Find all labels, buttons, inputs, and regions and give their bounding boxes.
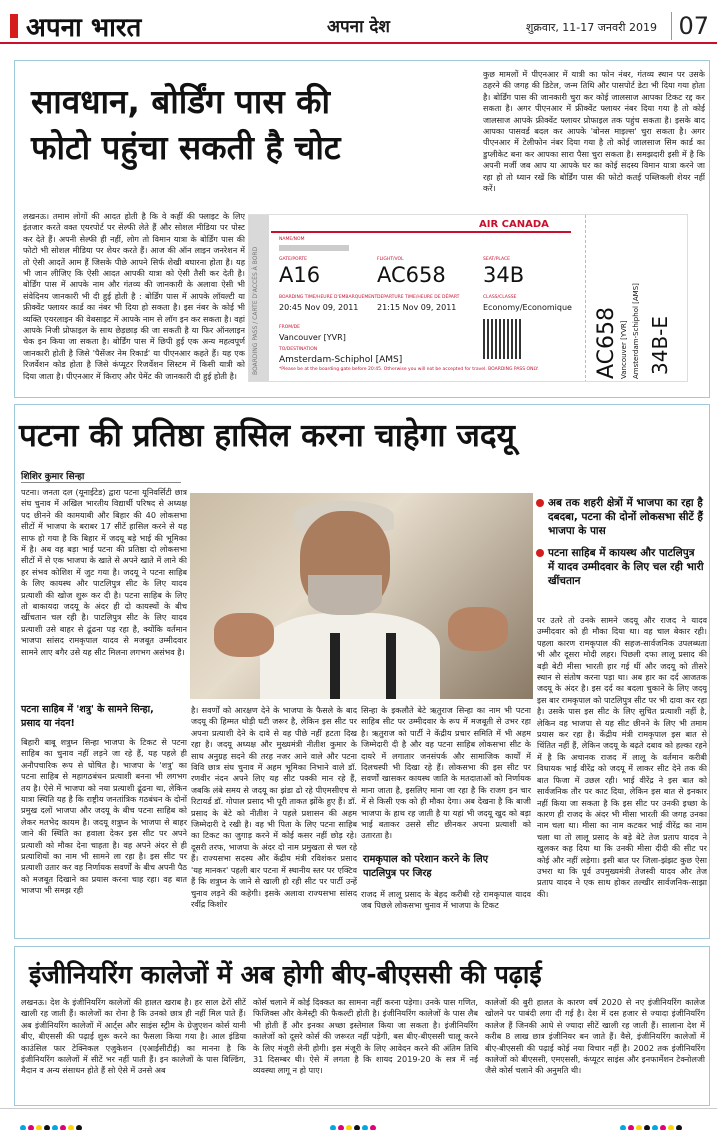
boarding-pass-footnote: *Please be at the boarding gate before 20:45. Otherwise you will not be accepted for travel. BOARDING PASS ONLY. [279, 367, 539, 372]
class-label: CLASS/CLASSE [483, 295, 517, 300]
story3-column2: कोर्स चलाने में कोई दिक्कत का सामना नहीं करना पड़ेगा। उनके पास गणित, फिजिक्स और केमेस्ट्री की फैकल्टी होती है। इंजीनियरिंग कालेजों के पास लैब भी होती हैं और इनका अच्छा इस्तेमाल किया जा सकता है। इंजीनियरिंग कालेजों को दूसरे कोर्स की जरूरत नहीं पड़ेगी, बस बीए-बीएससी चालू करने के लिए मंजूरी लेनी होगी। इस मंजूरी के लिए आवेदन करने की अंतिम तिथि 31 दिसम्बर थी। ऐसे में लगता है कि शायद 2019-20 के सत्र में नई व्यवस्था लागू न हो पाए। [253, 997, 478, 1076]
photo-left-hand [214, 613, 274, 657]
story2-subhead2-line2: पाटलिपुत्र पर जिरह [363, 868, 432, 879]
highlight-bullet-2 [548, 546, 704, 588]
stub-to: Amsterdam-Schiphol [AMS] [632, 283, 640, 379]
politician-photo [190, 493, 533, 699]
departure-time-value: 21:15 Nov 09, 2011 [377, 303, 457, 312]
story2-column4: पर उतरे तो उनके सामने जदयू और राजद ने यादव उम्मीदवार को ही मौका दिया था। वह चाल बेकार रही। पहला कारण रामकृपाल की सहज-सार्वजनिक उपलब्धता भी और दूसरा मोदी लहर। पिछली दफा लालू प्रसाद की बड़ी बेटी मीसा भारती हार गई थीं और जदयू को तीसरे स्थान से संतोष करना पड़ा था। अब हार का दर्द आजतक जदयू के अंदर है। इस दर्द का बदला चुकाने के लिए जदयू इस बार रामकृपाल को पाटलिपुत्र सीट पर भी दावा कर रहा है। उसके पास इस सीट के लिए सुचित प्रत्याशी नहीं है, लेकिन वह भाजपा से यह सीट छीनने के लिए भी तमाम प्रयास कर रहा है। केंद्रीय मंत्री रामकृपाल इस बात से चिंतित नहीं हैं, लेकिन जदयू के बढ़ते दबाव को हल्का रहने में है कि अचानक राजद में लालू के वर्तमान करीबी विधायक भाई वीरेंद्र को जदयू में लाकर सीट देने तक की बात फिजा में उछल रही। भाई वीरेंद्र ने इस बात को सार्वजनिक तौर पर काट दिया, लेकिन इस बात से इनकार नहीं किया जा सकता है कि इस सीट पर उनकी इच्छा के कारण ही राजद के अंदर भी मीसा भारती की जगह उनका नाम चला था। मीसा का नाम कटकर भाई वीरेंद्र का नाम चला था तो लालू प्रसाद के बड़े बेटे तेज प्रताप यादव ने खुलकर कह दिया था कि उनकी मीसा दीदी की सीट पर कोई और नहीं लड़ेगा। इसी बात पर जिला-झंझट कुछ ऐसा उभरा था कि पूर्व उपमुख्यमंत्री तेजस्वी यादव और तेज प्रताप यादव ने एक साथ होकर तल्खीर सार्वजनिक-साझा की। [537, 615, 707, 899]
red-bullet-icon [536, 499, 544, 507]
photo-shirt [260, 613, 440, 699]
masthead [0, 0, 717, 44]
story1-headline [31, 79, 471, 171]
seat-label: SEAT/PLACE [483, 257, 511, 262]
color-registration-dots-left [20, 1116, 84, 1122]
boarding-time-value: 20:45 Nov 09, 2011 [279, 303, 359, 312]
barcode-icon [483, 319, 523, 359]
gate-value: A16 [279, 263, 321, 287]
airline-logo: AIR CANADA [479, 219, 549, 230]
stub-from: Vancouver [YVR] [620, 320, 628, 379]
newspaper-brand: अपना भारत [26, 13, 142, 43]
story2-subhead2-line1: रामकृपाल को परेशान करने के लिए [363, 854, 489, 865]
stub-seat: 34B-E [648, 315, 672, 375]
story2-column3-cont: राजद में लालू प्रसाद के बेहद करीबी रहे रामकृपाल यादव जब पिछले लोकसभा चुनाव में भाजपा के टिकट [361, 889, 531, 911]
boarding-pass-red-line [271, 231, 571, 233]
redacted-name [279, 245, 349, 251]
gate-label: GATE/PORTE [279, 257, 307, 262]
boarding-pass-edge [249, 215, 269, 382]
story3-headline: इंजीनियरिंग कालेजों में अब होगी बीए-बीएससी की पढ़ाई [29, 960, 542, 989]
story3-column3: कालेजों की बुरी हालत के कारण वर्ष 2020 से नए इंजीनियरिंग कालेज खोलने पर पाबंदी लगा दी गई है। देश में दस हजार से ज्यादा इंजीनियरिंग कालेज हैं जिनकी आधे से ज्यादा सीटें खाली रह जाती हैं। सालाना देश में करीब 8 लाख छात्र इंजीनियर बन जाते हैं। वैसे, इंजीनियरिंग कालेजों में बीए-बीएससी की पढ़ाई कोई नया विचार नहीं है। 2002 तक इंजीनियरिंग कालेजों को बीएससी, एमएससी, कंप्यूटर साइंस और इनफार्मेशन टेक्नोलजी जैसे कोर्स चलाने की अनुमति थी। [485, 997, 705, 1076]
section-title: अपना देश [327, 17, 390, 37]
from-value: Vancouver [YVR] [279, 333, 346, 342]
story-engineering-colleges [14, 946, 710, 1106]
color-registration-dots-right [620, 1116, 684, 1122]
story2-subhead2 [363, 853, 533, 881]
highlight-bullet-1-text: अब तक शहरी क्षेत्रों में भाजपा का रहा है दबदबा, पटना की दोनों लोकसभा सीटें हैं भाजपा के पास [548, 497, 703, 537]
stub-flight: AC658 [594, 306, 619, 379]
story1-column-left: लखनऊ। तमाम लोगों की आदत होती है कि वे कहीं की फ्लाइट के लिए इंतजार करते वक्त एयरपोर्ट पर सेल्फी लेते हैं और सोशल मीडिया पर पोस्ट कर देते हैं। अपनी सेल्फी ही नहीं, लोग तो विमान यात्रा के बोर्डिंग पास की फोटो भी सोशल मीडिया पर शेयर करते हैं। आज की ऑन लाइन जनरेशन में तो ऐसी आदतें आम हैं जिसके पीछे आपने सिर्फ शेखी बघारना होता है। यह भी जान लीजिए कि ऐसी आदत आपकी यात्रा को ऐसी तैसी कर देती है। बोर्डिंग पास में आपके नाम और गंतव्य की जानकारी के अलावा ऐसी भी संवेदिनय जानकारी भी दी हुई होती है : बोर्डिंग पास में आपके लॉयल्टी या फ्रीक्वेंट फ्लायर कार्ड का नंबर भी दिया हो सकता है। इस नंबर के कोई भी व्यक्ति एयरलाइन की वेबसाइट में आपके नाम से लॉग इन कर सकता है। वहां आपके निजी प्रोफाइल के साथ छेड़छाड़ की जा सकती है या फिर ऑनलाइन चेक इन किया जा सकता है। बोर्डिंग पास में छिपी हुई एक अन्य महत्वपूर्ण जानकारी होती है जिसे 'पैसेंजर नेम रिकार्ड' या पीएनआर कहते हैं। यह एक रिजर्वेशन कोड होता है जिसे कंप्यूटर रिजर्वेशन सिस्टम में किसी यात्री को दिया जाता है। पीएनआर में किराए और पेमेंट की जानकारी दी हुई होती है। [23, 211, 245, 381]
story2-column1-cont: बिहारी बाबू शत्रुघ्न सिन्हा भाजपा के टिकट से पटना साहिब का चुनाव नहीं लड़ने जा रहे हैं, यह पहले ही अनौपचारिक रूप से घोषित है। भाजपा के 'शत्रु' का पटना साहिब से महागठबंधन प्रत्याशी बनना भी लगभग तय है। ऐसे में भाजपा को नया प्रत्याशी ढूंढना था, लेकिन यात्रा स्थिति यह है कि राष्ट्रीय जनतांत्रिक गठबंधन के दोनों प्रमुख दलों भाजपा और जदयू के बीच पटना साहिब को लेकर मतभेद कायम है। जदयू शत्रुघ्न के भाजपा से बाहर जाने की स्थिति का हवाला देकर इस सीट पर अपने प्रत्याशी को मौका देना चाहता है। वह अपने अंदर से ही प्रत्याशियों का नाम भी सामने ला रहा है। इस सीट पर प्रत्याशी उतार कर वह निर्णायक सवर्णों के बीच अपनी पैठ को मजबूत दिखाने का प्रयास करना चाह रहा। वह बात भाजपा भी समझ रही [21, 737, 187, 896]
red-bullet-icon [536, 549, 544, 557]
story1-headline-line2: फोटो पहुंचा सकती है चोट [31, 128, 341, 167]
microphone-icon [330, 633, 340, 699]
photo-beard [308, 575, 382, 615]
to-label: TO/DESTINATION [279, 347, 318, 352]
boarding-time-label: BOARDING TIME/HEURE D'EMBARQUEMENT [279, 295, 378, 300]
story2-byline: शिशिर कुमार सिन्हा [21, 472, 85, 482]
story2-intro: पटना। जनता दल (यूनाईटेड) द्वारा पटना यूनिवर्सिटी छात्र संघ चुनाव में अखिल भारतीय विद्यार्थी परिषद से अध्यक्ष पद छीनने की कामयाबी और बिहार की 40 लोकसभा सीटों में भाजपा के बराबर 17 सीटें हासिल करने से यह साफ हो गया है कि बिहार में जदयू बड़े भाई की भूमिका में है। अब वह बड़ा भाई पटना की प्रतिष्ठा दो लोकसभा सीटों में से एक भाजपा के खाते से अपने खाते में लाने की हर संभव कोशिश में जुट गया है। जदयू ने पटना साहिब के लिए कायस्थ और पाटलिपुत्र सीट के लिए यादव प्रत्याशी की खोज शुरू कर दी है। पटना साहिब के लिए तो बाकायदा जदयू के अंदर ही दो कायस्थों के बीच खींचतान चल रही है। पाटलिपुत्र सीट के लिए यादव प्रत्याशी उसे बाहर से ढूंढना पड़ रहा है, क्योंकि वर्तमान भाजपा सांसद रामकृपाल यादव से मजबूत उम्मीदवार सामने लाए बगैर उसे यह सीट मिलना लगभग असंभव है। [21, 487, 187, 657]
byline-rule [21, 482, 181, 483]
story2-column2: है। सवर्णों को आरक्षण देने के भाजपा के फैसले के बाद जदयू की हिम्मत थोड़ी घटी जरूर है, लेकिन इस सीट पर अपना प्रत्याशी देने के दावे से वह पीछे नहीं हटता दिख रहा है। जदयू अध्यक्ष और मुख्यमंत्री नीतीश कुमार के साथ अनुग्रह सदने की तरह नजर आने वाले और पटना विवि छात्र संघ चुनाव में अहम भूमिका निभाने वाले डॉ. रणवीर नंदन अपने लिए यह सीट पक्की मान रहे हैं, जबकि लंबे समय से जदयू का झंडा ढो रहे पीएमसीएच से रिटायर्ड डॉ. गोपाल प्रसाद भी पूरी ताकत झोंके हुए हैं। डॉ. प्रसाद के बेटे को नीतीश ने पहले प्रशासन की अहम जिम्मेदारी दे रखी है। वह भी पिता के लिए पटना साहिब का टिकट का जुगाड़ करने में कोई कसर नहीं छोड़ रहे। दूसरी तरफ, भाजपा के अंदर दो नाम प्रमुखता से चल रहे हैं। राज्यसभा सदस्य और केंद्रीय मंत्री रविशंकर प्रसाद 'यह मानकर' पहली बार पटना में स्थानीय स्तर पर एक्टिव हैं कि शत्रुघ्न के जाने से खाली हो रही सीट पर पार्टी उन्हें चुनाव लड़ने की कहेगी। इसके अलावा राज्यसभा सांसद रवींद्र किशोर [191, 705, 357, 909]
story1-column-right: कुछ मामलों में पीएनआर में यात्री का फोन नंबर, गंतव्य स्थान पर उसके ठहरने की जगह की डिटेल, जन्म तिथि और पासपोर्ट डेटा भी दिया गया होता है। बोर्डिंग पास की जानकारी चुरा कर कोई जालसाज आपका टिकट रद्द कर सकता है। अगर पीएनआर में फ्रीक्वेंट फ्लायर नंबर दिया गया है तो कोई जालसाज आपके फ्रीक्वेंट फ्लायर प्रोफाइल तक पहुंच सकता है। इसके बाद आपका पासवर्ड बदल कर आपके 'बोनस माइल्स' चुरा सकता है। अगर पीएनआर में टेलीफोन नंबर दिया गया है तो कोई जालसाज सिम कार्ड का डुप्लीकेट बना कर आपका सारा पैसा चुरा सकता है। समझदारी इसी में है कि अपनी मर्जी जब आप या आपके घर का कोई सदस्य विमान यात्रा करने जा रहा हो तो ध्यान रखें कि बोर्डिंग पास की फोटो कतई पब्लिकली शेयर नहीं करें। [483, 69, 705, 194]
highlight-bullet-1 [548, 496, 704, 538]
flight-label: FLIGHT/VOL [377, 257, 404, 262]
photo-right-hand [448, 607, 508, 651]
name-label: NAME/NOM [279, 237, 305, 242]
story2-headline: पटना की प्रतिष्ठा हासिल करना चाहेगा जदयू [19, 418, 515, 454]
boarding-pass-stub [585, 215, 688, 382]
color-registration-dots-center [330, 1116, 378, 1122]
boarding-pass-edge-text: BOARDING PASS / CARTE D'ACCÈS À BORD [252, 246, 259, 375]
dateline: शुक्रवार, 11-17 जनवरी 2019 [525, 21, 657, 34]
story2-subhead1-line1: पटना साहिब में 'शत्रु' के सामने सिन्हा, [21, 704, 154, 715]
story2-subhead1-line2: प्रसाद या नंदन! [21, 718, 75, 729]
highlight-bullet-2-text: पटना साहिब में कायस्थ और पाटलिपुत्र में यादव उम्मीदवार के लिए चल रही भारी खींचतान [548, 547, 704, 587]
story2-column3: सिन्हा के इकलौते बेटे ऋतुराज सिन्हा का नाम भी पटना साहिब सीट पर उम्मीदवार के रूप में मजबूती से उभर रहा है। ऋतुराज को पार्टी ने केंद्रीय प्रचार समिति में भी अहम जिम्मेदारी दी है और वह पटना साहिब लोकसभा सीट के दायरे में लगातार जनसंपर्क और सामाजिक कार्यों में दिलचस्पी भी दिखा रहे हैं। लोकसभा की इस सीट पर सवर्णों खासकर कायस्थ जाति के मतदाताओं को निर्णायक माना जाता है, इसलिए माना जा रहा है कि राजग इन चार में से किसी एक को ही मौका देगा। अब देखना है कि बाजी भाजपा के हाथ रह जाती है या यहां भी जदयू खुद को बड़ा भाई बताकर उससे सीट छीनकर अपना प्रत्याशी को उतारता है। [361, 705, 531, 841]
story1-headline-line1: सावधान, बोर्डिंग पास की [31, 82, 331, 121]
class-value: Economy/Economique [483, 303, 572, 312]
flight-value: AC658 [377, 263, 446, 287]
page-number: 07 [671, 12, 709, 40]
seat-value: 34B [483, 263, 525, 287]
to-value: Amsterdam-Schiphol [AMS] [279, 355, 403, 365]
microphone-icon [386, 633, 396, 699]
story2-subhead1 [21, 703, 187, 731]
departure-time-label: DEPARTURE TIME/HEURE DE DÉPART [377, 295, 460, 300]
boarding-pass-image [248, 214, 688, 382]
story3-column1: लखनऊ। देश के इंजीनियरिंग कालेजों की हालत खराब है। हर साल ढेरों सीटें खाली रह जाती हैं। कालेजों का रोना है कि उनको छात्र ही नहीं मिल पाते हैं। अब इंजीनियरिंग कालेजों में आर्ट्स और साइंस स्ट्रीम के ग्रेजुएशन कोर्स यानी बीए, बीएससी की पढ़ाई शुरू करने का फैसला किया गया है। आल इंडिया काउंसिल फार टेक्निकल एजुकेशन (एआईसीटीई) का मानना है कि इंजीनियरिंग कालेजों में सीटें भर नहीं पाती हैं। इन कालेजों के पास बिल्डिंग, मैदान व अन्य संसाधन होते हैं सो ऐसे में उनसे अब [21, 997, 246, 1076]
from-label: FROM/DE [279, 325, 300, 330]
